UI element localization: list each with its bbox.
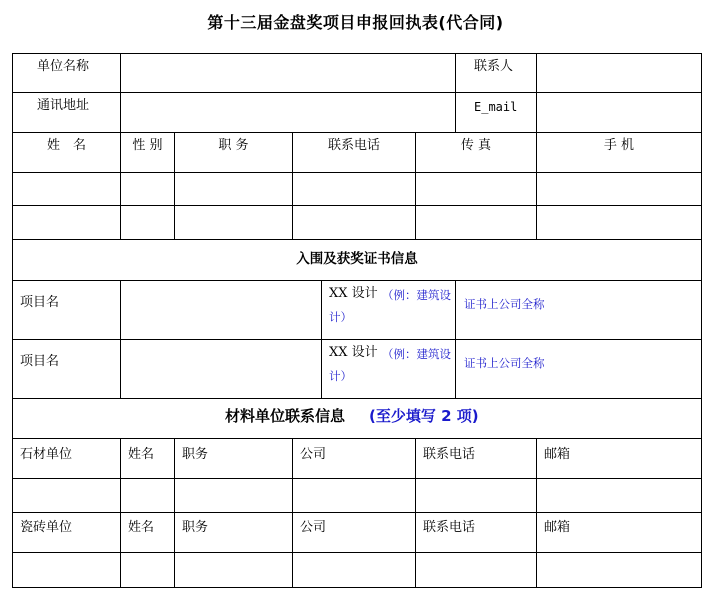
- col-gender: 性 别: [132, 138, 163, 153]
- grid-line: [455, 280, 456, 399]
- contact-person-label: 联系人: [474, 59, 514, 74]
- design-example-note: 计）: [329, 369, 352, 383]
- grid-line: [701, 53, 702, 588]
- grid-line: [120, 280, 121, 399]
- col-name: 姓 名: [46, 138, 86, 153]
- grid-line: [12, 53, 702, 54]
- grid-line: [120, 438, 121, 588]
- col-phone: 联系电话: [327, 138, 380, 153]
- material-section-note: (至少填写 2 项): [369, 407, 479, 425]
- design-name: XX 设计: [329, 286, 378, 301]
- material-section-heading: 材料单位联系信息: [225, 407, 346, 425]
- grid-line: [12, 438, 702, 439]
- grid-line: [455, 53, 456, 133]
- certificate-company-note: 证书上公司全称: [464, 356, 545, 370]
- project-name-label: 项目名: [20, 295, 60, 310]
- col-name: 姓名: [128, 520, 155, 535]
- grid-line: [174, 438, 175, 588]
- col-position: 职务: [182, 447, 209, 462]
- project-name-label: 项目名: [20, 354, 60, 369]
- grid-line: [12, 92, 702, 93]
- col-company: 公司: [300, 520, 327, 535]
- grid-line: [12, 280, 702, 281]
- grid-line: [12, 512, 702, 513]
- design-name: XX 设计: [329, 345, 378, 360]
- col-phone: 联系电话: [423, 447, 476, 462]
- grid-line: [12, 552, 702, 553]
- grid-line: [120, 53, 121, 133]
- grid-line: [292, 438, 293, 588]
- application-form-table: [12, 53, 702, 588]
- design-example-note: （例：建筑设: [382, 288, 451, 302]
- col-position: 职务: [182, 520, 209, 535]
- grid-line: [536, 53, 537, 133]
- col-fax: 传 真: [460, 138, 492, 153]
- address-label: 通讯地址: [37, 98, 90, 113]
- award-section-heading: 入围及获奖证书信息: [296, 251, 418, 267]
- grid-line: [12, 132, 702, 133]
- col-email: 邮箱: [544, 447, 571, 462]
- grid-line: [12, 53, 13, 588]
- stone-supplier-label: 石材单位: [20, 447, 73, 462]
- col-company: 公司: [300, 447, 327, 462]
- form-title: 第十三届金盘奖项目申报回执表(代合同): [207, 13, 504, 32]
- grid-line: [12, 205, 702, 206]
- col-position: 职 务: [218, 138, 249, 153]
- unit-name-label: 单位名称: [37, 59, 90, 74]
- grid-line: [536, 438, 537, 588]
- col-email: 邮箱: [544, 520, 571, 535]
- col-phone: 联系电话: [423, 520, 476, 535]
- grid-line: [12, 339, 702, 340]
- col-name: 姓名: [128, 447, 155, 462]
- email-label: E_mail: [474, 100, 518, 114]
- design-example-note: （例：建筑设: [382, 347, 451, 361]
- design-example-note: 计）: [329, 310, 352, 324]
- grid-line: [415, 438, 416, 588]
- col-mobile: 手 机: [603, 138, 635, 153]
- certificate-company-note: 证书上公司全称: [464, 297, 545, 311]
- grid-line: [12, 478, 702, 479]
- grid-line: [12, 398, 702, 399]
- grid-line: [12, 239, 702, 240]
- tile-supplier-label: 瓷砖单位: [20, 520, 73, 535]
- grid-line: [321, 280, 322, 399]
- grid-line: [12, 172, 702, 173]
- grid-line: [12, 587, 702, 588]
